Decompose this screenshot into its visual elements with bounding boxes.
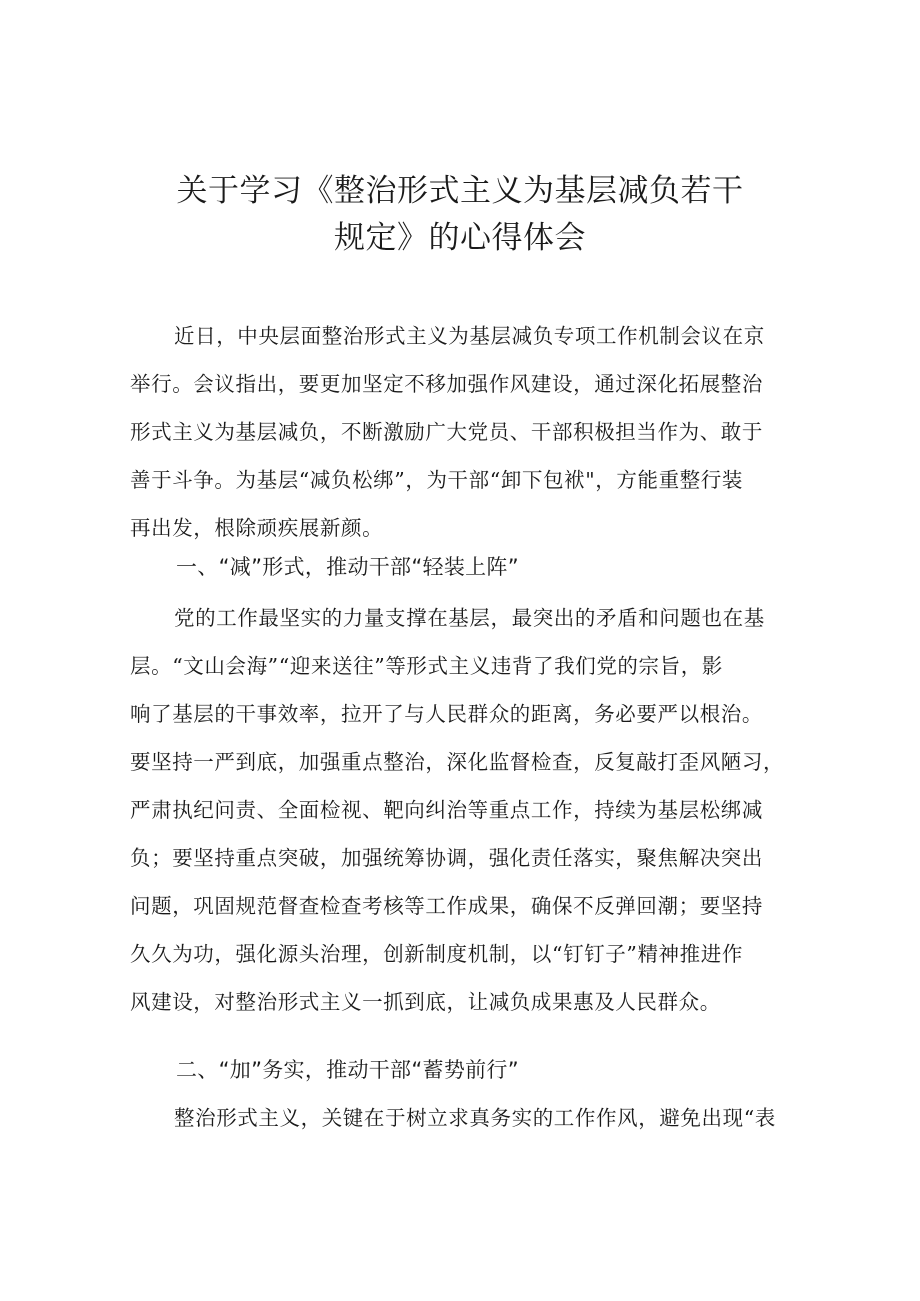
paragraph-line: 久久为功，强化源头治理，创新制度机制，以“钉钉子”精神推进作 — [130, 942, 743, 966]
section-heading-1: 一、“减”形式，推动干部“轻装上阵” — [176, 555, 519, 579]
paragraph-line: 负；要坚持重点突破，加强统筹协调，强化责任落实，聚焦解决突出 — [130, 846, 763, 870]
document-title — [100, 168, 820, 262]
paragraph-line: 近日，中央层面整治形式主义为基层减负专项工作机制会议在京 — [174, 324, 765, 348]
title-line: 关于学习《整治形式主义为基层减负若干 — [176, 173, 744, 209]
paragraph-line: 整治形式主义，关键在于树立求真务实的工作作风，避免出现“表 — [174, 1106, 776, 1130]
paragraph-line: 善于斗争。为基层“减负松绑”，为干部“卸下包袱"，方能重整行装 — [130, 468, 743, 492]
paragraph-line: 党的工作最坚实的力量支撑在基层，最突出的矛盾和问题也在基 — [174, 606, 765, 630]
paragraph-section-1 — [130, 594, 794, 1026]
paragraph-line: 问题，巩固规范督查检查考核等工作成果，确保不反弹回潮；要坚持 — [130, 894, 763, 918]
paragraph-line: 形式主义为基层减负，不断激励广大党员、干部积极担当作为、敢于 — [130, 420, 763, 444]
paragraph-intro — [130, 312, 794, 552]
paragraph-line: 风建设，对整治形式主义一抓到底，让减负成果惠及人民群众。 — [130, 990, 721, 1014]
paragraph-line: 严肃执纪问责、全面检视、靶向纠治等重点工作，持续为基层松绑减 — [130, 798, 763, 822]
paragraph-section-2 — [130, 1094, 794, 1142]
paragraph-line: 层。“文山会海”“迎来送往”等形式主义违背了我们党的宗旨，影 — [130, 654, 723, 678]
paragraph-line: 再出发，根除顽疾展新颜。 — [130, 516, 384, 540]
title-line: 规定》的心得体会 — [334, 220, 586, 256]
paragraph-line: 要坚持一严到底，加强重点整治，深化监督检查，反复敲打歪风陋习， — [130, 750, 785, 774]
section-heading-2: 二、“加”务实，推动干部“蓄势前行” — [176, 1058, 519, 1082]
paragraph-line: 响了基层的干事效率，拉开了与人民群众的距离，务必要严以根治。 — [130, 702, 763, 726]
paragraph-line: 举行。会议指出，要更加坚定不移加强作风建设，通过深化拓展整治 — [130, 372, 763, 396]
